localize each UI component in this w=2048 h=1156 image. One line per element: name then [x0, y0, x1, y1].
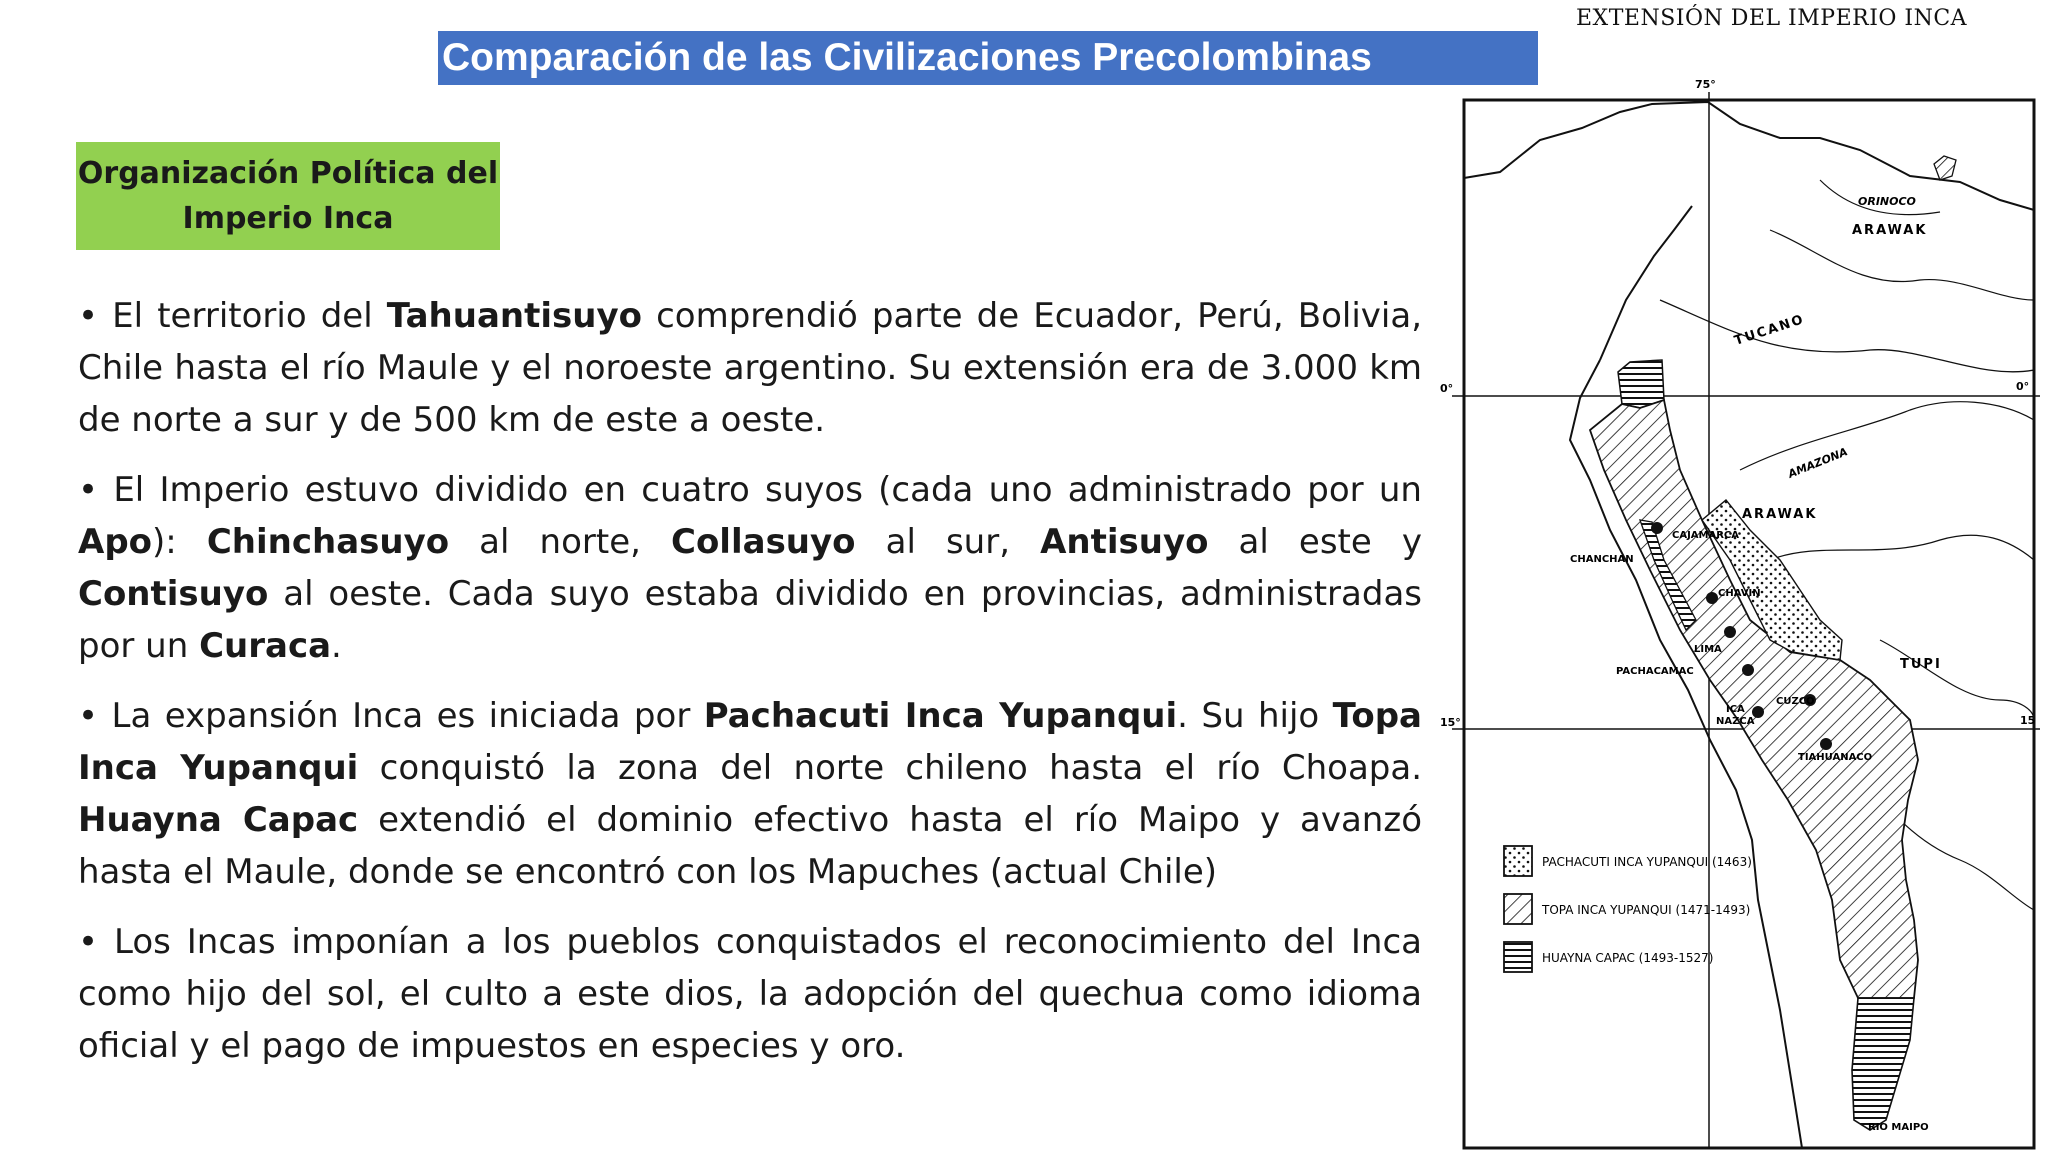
region-orinoco: ORINOCO [1858, 195, 1916, 208]
bullet-text: Los Incas imponían a los pueblos conquistados el reconocimiento del Inca como hijo del sol, el culto a este dios, la adopción del quechua como idioma oficial y el pago de impuestos en especies y oro. [78, 922, 1422, 1066]
amazon-river [1660, 300, 2034, 372]
bullet-item [78, 690, 1422, 898]
northwest-coastline [1600, 206, 1692, 360]
place-lima: LIMA [1694, 644, 1722, 655]
bullet-item [78, 464, 1422, 672]
bullet-bold-term: Chinchasuyo [206, 522, 450, 562]
map-svg [1440, 0, 2048, 1152]
region-tupi: TUPI [1900, 657, 1942, 672]
chavin-marker [1706, 592, 1718, 604]
region-arawak-south: ARAWAK [1742, 507, 1818, 522]
huayna-capac-south-area [1852, 998, 1914, 1130]
lat-label-0-right: 0° [2016, 380, 2030, 393]
section-label-line2: Imperio Inca [182, 201, 394, 236]
bullet-bold-term: Contisuyo [78, 574, 269, 614]
inca-empire-map [1440, 0, 2048, 1152]
north-coastline [1464, 102, 2034, 210]
map-title: EXTENSIÓN DEL IMPERIO INCA [1576, 6, 1968, 31]
cajamarca-marker [1651, 522, 1663, 534]
bullet-text: . Su hijo [1177, 696, 1333, 736]
legend-swatch-huayna [1504, 942, 1532, 972]
bullet-bold-term: Antisuyo [1040, 522, 1209, 562]
bullet-glyph: • [78, 922, 114, 962]
river-3 [1770, 535, 2034, 560]
place-rio-maipo: RIO MAIPO [1868, 1122, 1929, 1133]
bullet-text: al sur, [855, 522, 1041, 562]
delta-shape [1934, 156, 1956, 180]
bullet-bold-term: Collasuyo [671, 522, 856, 562]
bullet-text: comprendió parte de Ecuador, Perú, Bolivia, Chile hasta el río Maule y el noroeste argentino. Su extensión era de 3.000 km de norte a sur y de 500 km de este a oeste. [78, 296, 1423, 440]
bullet-bold-term: Curaca [199, 626, 332, 666]
place-tiahuanaco: TIAHUANACO [1798, 752, 1873, 763]
lat-label-0-left: 0° [1440, 382, 1454, 395]
bullet-item [78, 916, 1422, 1072]
place-chavin: CHAVIN [1718, 588, 1761, 599]
bullet-bold-term: Apo [78, 522, 153, 562]
legend-swatch-topa [1504, 894, 1532, 924]
place-pachacamac: PACHACAMAC [1616, 666, 1694, 677]
bullet-text: El Imperio estuvo dividido en cuatro suyos (cada uno administrado por un [113, 470, 1422, 510]
bullet-text: al este y [1208, 522, 1422, 562]
place-chanchan: CHANCHAN [1570, 554, 1634, 565]
region-amazona: AMAZONA [1786, 445, 1850, 481]
bullet-text: conquistó la zona del norte chileno hasta el río Choapa. [358, 748, 1423, 788]
slide-title: Comparación de las Civilizaciones Precolombinas [438, 31, 1538, 85]
lat-label-15-right: 15 [2020, 714, 2036, 727]
huayna-capac-north-area [1618, 360, 1664, 408]
bullet-text: . [331, 626, 342, 666]
bullet-text: al norte, [449, 522, 671, 562]
section-label [76, 142, 500, 250]
bullet-bold-term: Huayna Capac [78, 800, 359, 840]
legend-swatch-pachacuti [1504, 846, 1532, 876]
bullet-bold-term: Tahuantisuyo [386, 296, 642, 336]
lima-marker [1724, 626, 1736, 638]
place-ica: ICA [1726, 704, 1745, 715]
lon-label: 75° [1695, 78, 1716, 91]
river-2 [1740, 402, 2034, 470]
pachacamac-marker [1742, 664, 1754, 676]
lat-label-15-left: 15° [1440, 716, 1461, 729]
section-label-line1: Organización Política del [77, 156, 499, 191]
bullet-text: El territorio del [112, 296, 387, 336]
bullet-text: La expansión Inca es iniciada por [111, 696, 704, 736]
legend-label-topa: TOPA INCA YUPANQUI (1471-1493) [1542, 903, 1751, 917]
bullet-item [78, 290, 1422, 446]
legend-label-pachacuti: PACHACUTI INCA YUPANQUI (1463) [1542, 855, 1752, 869]
bullet-bold-term: Topa Inca Yupanqui [78, 696, 1422, 788]
tiahuanaco-marker [1820, 738, 1832, 750]
place-nazca: NAZCA [1716, 716, 1755, 727]
place-cuzco: CUZCO [1776, 696, 1815, 707]
bullet-list [78, 290, 1422, 1090]
river-4 [1770, 230, 2034, 300]
region-tucano: TUCANO [1732, 311, 1807, 349]
legend-label-huayna: HUAYNA CAPAC (1493-1527) [1542, 951, 1714, 965]
region-arawak-north: ARAWAK [1852, 223, 1928, 238]
bullet-text: al oeste. Cada suyo estaba dividido en provincias, administradas por un [78, 574, 1422, 666]
place-cajamarca: CAJAMARCA [1672, 530, 1740, 541]
bullet-text: ): [152, 522, 207, 562]
bullet-glyph: • [78, 296, 113, 336]
bullet-text: extendió el dominio efectivo hasta el río Maipo y avanzó hasta el Maule, donde se encontró con los Mapuches (actual Chile) [78, 800, 1422, 892]
bullet-glyph: • [78, 696, 112, 736]
river-5 [1880, 640, 2034, 720]
bullet-glyph: • [78, 470, 114, 510]
bullet-bold-term: Pachacuti Inca Yupanqui [703, 696, 1178, 736]
